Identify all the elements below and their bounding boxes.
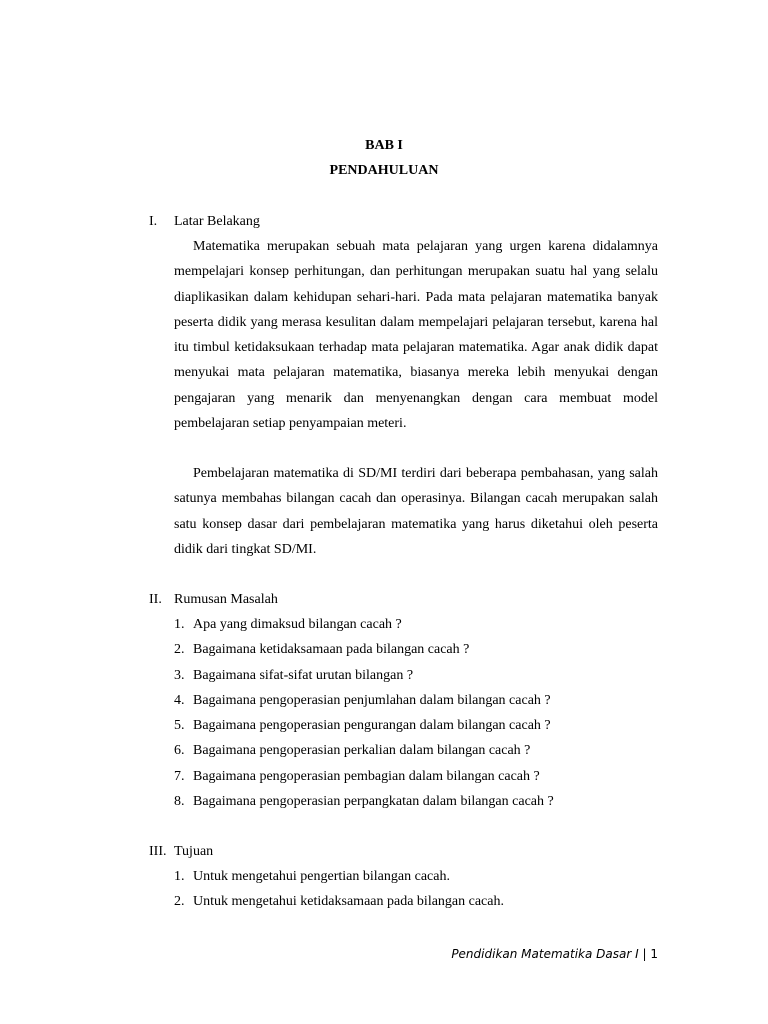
section-tujuan-heading — [149, 844, 213, 860]
paragraph-latar-1: Matematika merupakan sebuah mata pelajaran yang urgen karena didalamnya mempelajari konsep perhitungan, dan perhitungan merupakan suatu hal yang selalu diaplikasikan dalam kehidupan sehari-hari. Pada mata pelajaran matematika banyak peserta didik yang merasa kesulitan dalam mempelajari pelajaran tersebut, karena hal itu timbul ketidaksukaan terhadap mata pelajaran matematika. Agar anak didik dapat menyukai mata pelajaran matematika, biasanya mereka lebih menyukai dengan pengajaran yang menarik dan menyenangkan dengan cara membuat model pembelajaran setiap penyampaian meteri. — [174, 239, 658, 432]
section-title: Tujuan — [174, 844, 214, 859]
list-item: 4. Bagaimana pengoperasian penjumlahan dalam bilangan cacah ? — [174, 692, 551, 708]
list-item: 7. Bagaimana pengoperasian pembagian dalam bilangan cacah ? — [174, 768, 540, 784]
section-number: II. — [149, 592, 162, 607]
page-footer — [451, 946, 658, 962]
chapter-title: PENDAHULUAN — [329, 163, 439, 178]
section-title: Latar Belakang — [174, 214, 260, 229]
list-item: 8. Bagaimana pengoperasian perpangkatan dalam bilangan cacah ? — [174, 794, 554, 810]
list-item: 6. Bagaimana pengoperasian perkalian dalam bilangan cacah ? — [174, 743, 531, 759]
list-item: 1. Apa yang dimaksud bilangan cacah ? — [174, 617, 402, 632]
list-item: 1. Untuk mengetahui pengertian bilangan cacah. — [174, 869, 450, 884]
paragraph-latar-2: Pembelajaran matematika di SD/MI terdiri dari beberapa pembahasan, yang salah satunya membahas bilangan cacah dan operasinya. Bilangan cacah merupakan salah satu konsep dasar dari pembelajaran matematika yang harus diketahui oleh peserta didik dari tingkat SD/MI. — [174, 466, 658, 557]
list-item: 3. Bagaimana sifat-sifat urutan bilangan ? — [174, 667, 414, 683]
section-number: III. — [149, 844, 167, 859]
section-latar-heading — [149, 214, 260, 230]
footer-title: Pendidikan Matematika Dasar I — [451, 947, 639, 961]
section-title: Rumusan Masalah — [174, 592, 278, 607]
page-number: 1 — [650, 947, 658, 961]
list-item: 2. Untuk mengetahui ketidaksamaan pada bilangan cacah. — [174, 894, 504, 910]
tujuan-list — [174, 864, 504, 915]
rumusan-list — [174, 612, 554, 814]
footer-separator: | — [642, 947, 647, 961]
list-item: 2. Bagaimana ketidaksamaan pada bilangan cacah ? — [174, 642, 470, 658]
chapter-label: BAB I — [365, 138, 403, 153]
section-number: I. — [149, 214, 158, 229]
list-item: 5. Bagaimana pengoperasian pengurangan dalam bilangan cacah ? — [174, 718, 551, 734]
section-rumusan-heading — [149, 592, 278, 608]
